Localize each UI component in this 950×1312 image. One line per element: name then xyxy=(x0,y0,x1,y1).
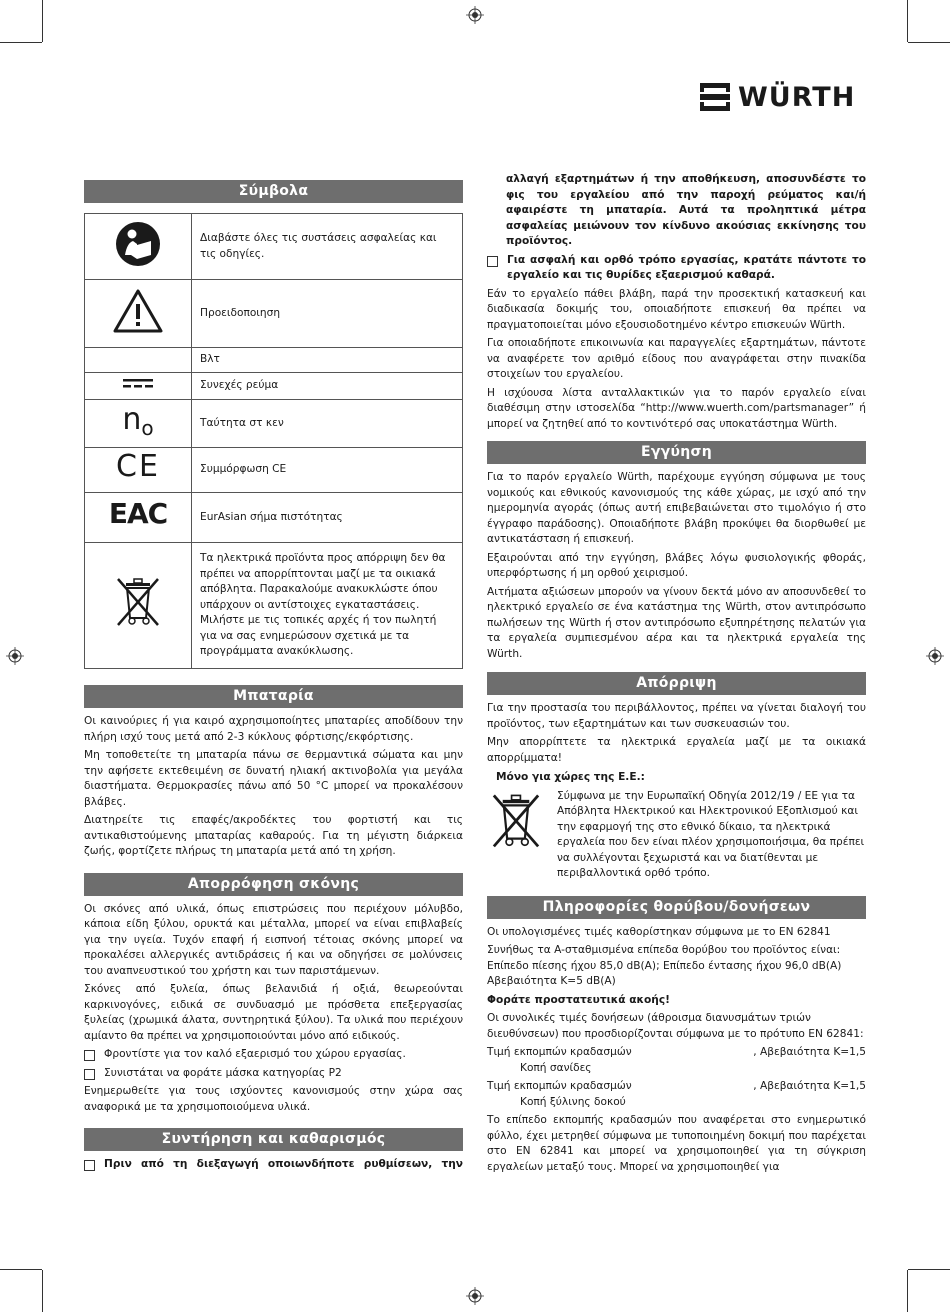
warranty-paragraph: Για το παρόν εργαλείο Würth, παρέχουμε εγγύηση σύμφωνα με τους νομικούς και εθνικούς κανονισμούς της κάθε χώρας, με ισχύ από την ημερομηνία αγοράς (όπως αυτή επιβεβαιώνεται στο τιμολόγιο ή στο έγγραφο παράδοσης). Οποιαδήποτε βλάβη προκύψει θα διορθωθεί με αντικατάσταση ή επισκευή. xyxy=(487,471,866,545)
vibration-sub: Κοπή σανίδες xyxy=(520,1061,592,1074)
warning-triangle-icon xyxy=(112,288,164,334)
table-row xyxy=(85,373,463,400)
crop-mark xyxy=(908,1269,950,1270)
battery-paragraph: Οι καινούριες ή για καιρό αχρησιμοποίητες μπαταρίες αποδίδουν την πλήρη ισχύ τους μετά από 2-3 κύκλους φόρτισης/εκφόρτισης. xyxy=(84,715,463,743)
checkbox-icon xyxy=(84,1160,95,1171)
symbol-cell xyxy=(85,493,192,543)
ce-mark-icon: CE xyxy=(116,448,160,484)
symbol-cell xyxy=(85,448,192,493)
crossed-bin-icon xyxy=(113,575,163,631)
disposal-paragraph: Μην απορρίπτετε τα ηλεκτρικά εργαλεία μαζί με τα οικιακά απορρίμματα! xyxy=(487,736,866,764)
checkbox-icon xyxy=(487,256,498,267)
symbol-cell xyxy=(85,348,192,373)
maintenance-check-item: Πριν από τη διεξαγωγή οποιωνδήποτε ρυθμίσεων, την xyxy=(84,1157,463,1173)
table-row xyxy=(85,348,463,373)
maintenance-check-item: Για ασφαλή και ορθό τρόπο εργασίας, κρατάτε πάντοτε το εργαλείο και τις θυρίδες εξαερισμού καθαρά. xyxy=(487,253,866,284)
registration-mark-icon xyxy=(6,647,24,665)
eac-mark-icon: EAC xyxy=(108,497,168,531)
dust-paragraph: Οι σκόνες από υλικά, όπως επιστρώσεις που περιέχουν μόλυβδο, κάποια είδη ξύλου, ορυκτά και μέταλλα, μπορεί να είναι επιβλαβείς για την υγεία. Τυχόν επαφή ή εισπνοή τέτοιας σκόνης μπορεί να προκαλέσει αλλεργικές αντιδράσεις ή και να οδηγήσει σε μολύνσεις του αναπνευστικού του χρήστη και των παριστάμενων. xyxy=(84,902,463,977)
noise-paragraph: Το επίπεδο εκπομπής κραδασμών που αναφέρεται στο ενημερωτικό φύλλο, έχει μετρηθεί σύμφωνα με τυποποιημένη δοκιμή που παρέχεται στο EN 62841 και μπορεί να χρησιμοποιηθεί για τη σύγκριση εργαλείων μεταξύ τους. Μπορεί να χρησιμοποιηθεί για xyxy=(487,1114,866,1173)
vibration-row: Τιμή εκπομπών κραδασμών , Αβεβαιότητα K=1,5 xyxy=(487,1080,866,1092)
noise-paragraph: Συνήθως τα A-σταθμισμένα επίπεδα θορύβου του προϊόντος είναι: Επίπεδο πίεσης ήχου 85,0 dB(A); Επίπεδο έντασης ήχου 96,0 dB(A) Αβεβαιότητα K=5 dB(A) xyxy=(487,944,842,987)
section-heading-warranty: Εγγύηση xyxy=(487,441,866,464)
ear-protection-warning: Φοράτε προστατευτικά ακοής! xyxy=(487,993,670,1006)
symbol-cell xyxy=(85,280,192,348)
eu-disposal-text: Σύμφωνα με την Ευρωπαϊκή Οδηγία 2012/19 / ΕΕ για τα Απόβλητα Ηλεκτρικού και Ηλεκτρονικού Εξοπλισμού και την εφαρμογή της στο εθνικό δίκαιο, τα ηλεκτρικά εργαλεία που δεν είναι πλέον χρησιμοποιήσιμα, θα πρέπει να συλλέγονται ξεχωριστά και να διατίθενται με περιβαλλοντικά ορθό τρόπο. xyxy=(557,789,865,879)
section-heading-symbols: Σύμβολα xyxy=(84,180,463,203)
symbol-description: Συμμόρφωση CE xyxy=(192,448,463,493)
table-row xyxy=(85,493,463,543)
section-heading-disposal: Απόρριψη xyxy=(487,672,866,695)
table-row xyxy=(85,543,463,669)
crop-mark xyxy=(907,1270,908,1312)
crop-mark xyxy=(907,0,908,42)
table-row xyxy=(85,400,463,448)
right-column xyxy=(487,172,866,1178)
maintenance-paragraph: Η ισχύουσα λίστα ανταλλακτικών για το παρόν εργαλείο είναι διαθέσιμη στην ιστοσελίδα “http://www.wuerth.com/partsmanager” ή μπορεί να ζητηθεί από το κοντινότερό σας υποκατάστημα Würth. xyxy=(487,386,866,430)
crop-mark xyxy=(42,1270,43,1312)
checkbox-icon xyxy=(84,1050,95,1061)
wurth-logo xyxy=(698,80,855,114)
crossed-bin-icon xyxy=(487,791,545,853)
left-column xyxy=(84,180,463,1173)
section-heading-noise: Πληροφορίες θορύβου/δονήσεων xyxy=(487,896,866,919)
dust-check-item: Συνιστάται να φοράτε μάσκα κατηγορίας P2 xyxy=(84,1066,463,1082)
direct-current-icon xyxy=(123,377,153,389)
warranty-paragraph: Εξαιρούνται από την εγγύηση, βλάβες λόγω φυσιολογικής φθοράς, υπερφόρτωσης ή μη ορθού χειρισμού. xyxy=(487,551,866,579)
dust-check-item: Φροντίστε για τον καλό εξαερισμό του χώρου εργασίας. xyxy=(84,1047,463,1063)
section-heading-dust: Απορρόφηση σκόνης xyxy=(84,873,463,896)
eu-only-label: Μόνο για χώρες της Ε.Ε.: xyxy=(496,771,645,783)
symbol-cell xyxy=(85,373,192,400)
symbol-cell xyxy=(85,543,192,669)
section-heading-maintenance: Συντήρηση και καθαρισμός xyxy=(84,1128,463,1151)
checkbox-icon xyxy=(84,1069,95,1080)
read-manual-icon xyxy=(115,221,161,267)
symbols-table xyxy=(84,213,463,669)
registration-mark-icon xyxy=(466,6,484,24)
noise-paragraph: Οι συνολικές τιμές δονήσεων (άθροισμα διανυσμάτων τριών διευθύνσεων) που προσδιορίζονται σύμφωνα με το πρότυπο EN 62841: xyxy=(487,1012,864,1040)
crop-mark xyxy=(0,42,42,43)
symbol-description: Ταύτητα στ κεν xyxy=(192,400,463,448)
battery-paragraph: Μη τοποθετείτε τη μπαταρία πάνω σε θερμαντικά σώματα και μην την αφήσετε εκτεθειμένη σε δυνατή ηλιακή ακτινοβολία για μεγάλα διαστήματα. Θερμοκρασίες πάνω από 50 °C μπορεί να προκαλέσουν βλάβες. xyxy=(84,749,463,808)
symbol-description: EurAsian σήμα πιστότητας xyxy=(192,493,463,543)
symbol-description: Συνεχές ρεύμα xyxy=(192,373,463,400)
table-row xyxy=(85,214,463,280)
crop-mark xyxy=(42,0,43,42)
wurth-emblem-icon xyxy=(698,81,732,113)
symbol-cell xyxy=(85,214,192,280)
warranty-paragraph: Αιτήματα αξιώσεων μπορούν να γίνουν δεκτά μόνο αν αποσυνδεθεί το ηλεκτρικό εργαλείο σε ένα κατάστημα της Würth, στον αντιπρόσωπο πωλήσεων της Würth ή στον αντιπρόσωπο εξυπηρέτησης πελατών για τα εργαλεία συμπιεσμένου αέρα και τα ηλεκτρικά εργαλεία της Würth. xyxy=(487,585,866,660)
vibration-sub: Κοπή ξύλινης δοκού xyxy=(520,1095,626,1108)
eu-disposal-block xyxy=(487,789,866,882)
symbol-cell xyxy=(85,400,192,448)
symbol-description: Διαβάστε όλες τις συστάσεις ασφαλείας και τις οδηγίες. xyxy=(192,214,463,280)
maintenance-paragraph: Για οποιαδήποτε επικοινωνία και παραγγελίες εξαρτημάτων, πάντοτε να αναφέρετε τον αριθμό είδους που αναγράφεται στην πινακίδα στοιχείων του εργαλείου. xyxy=(487,337,866,380)
registration-mark-icon xyxy=(926,647,944,665)
battery-paragraph: Διατηρείτε τις επαφές/ακροδέκτες του φορτιστή και τις αντικαθιστούμενης μπαταρίας καθαρούς. Για τη μέγιστη διάρκεια ζωής, φορτίζετε πλήρως τη μπαταρία μετά από τη χρήση. xyxy=(84,814,463,857)
vibration-row: Τιμή εκπομπών κραδασμών , Αβεβαιότητα K=1,5 xyxy=(487,1046,866,1058)
dust-paragraph: Σκόνες από ξυλεία, όπως βελανιδιά ή οξιά, θεωρεούνται καρκινογόνες, ειδικά σε συνδυασμό με πρόσθετα επεξεργασίας ξυλείας (χρωμικά άλατα, συντηρητικά ξύλου). Τα υλικά που περιέχουν αμίαντο θα πρέπει να χρησιμοποιούνται μόνο από ειδικούς. xyxy=(84,983,463,1042)
table-row xyxy=(85,280,463,348)
registration-mark-icon xyxy=(466,1287,484,1305)
no-load-speed-icon: $n_o$ xyxy=(122,401,154,440)
noise-paragraph: Οι υπολογισμένες τιμές καθορίστηκαν σύμφωνα με το EN 62841 xyxy=(487,925,831,938)
crop-mark xyxy=(0,1269,42,1270)
symbol-description: Τα ηλεκτρικά προϊόντα προς απόρριψη δεν θα πρέπει να απορρίπτονται μαζί με τα οικιακά απόβλητα. Παρακαλούμε ανακυκλώστε όπου υπάρχουν οι αντίστοιχες εγκαταστάσεις. Μιλήστε με τις τοπικές αρχές ή τον πωλητή για να σας ενημερώσουν σχετικά με τα προγράμματα ανακύκλωσης. xyxy=(192,543,463,669)
table-row xyxy=(85,448,463,493)
section-heading-battery: Μπαταρία xyxy=(84,685,463,708)
dust-paragraph: Ενημερωθείτε για τους ισχύοντες κανονισμούς στην χώρα σας αναφορικά με τα χρησιμοποιούμενα υλικά. xyxy=(84,1085,463,1113)
disposal-paragraph: Για την προστασία του περιβάλλοντος, πρέπει να γίνεται διαλογή του προϊόντος, των εξαρτημάτων και των συσκευασιών του. xyxy=(487,702,866,730)
maintenance-paragraph: Εάν το εργαλείο πάθει βλάβη, παρά την προσεκτική κατασκευή και διαδικασία δοκιμής του, οποιαδήποτε επισκευή θα πρέπει να πραγματοποιείται μόνο εξουσιοδοτημένο κέντρο επισκευών Würth. xyxy=(487,287,866,331)
symbol-description: Βλτ xyxy=(192,348,463,373)
brand-name: WÜRTH xyxy=(738,81,856,113)
symbol-description: Προειδοποιηση xyxy=(192,280,463,348)
maintenance-check-continued: αλλαγή εξαρτημάτων ή την αποθήκευση, αποσυνδέστε το φις του εργαλείου από την παροχή ρεύματος και/ή αφαιρέστε τη μπαταρία. Αυτά τα προληπτικά μέτρα ασφαλείας μειώνουν τον κίνδυνο ακούσιας εκκίνησης του προϊόντος. xyxy=(506,173,866,247)
crop-mark xyxy=(908,42,950,43)
